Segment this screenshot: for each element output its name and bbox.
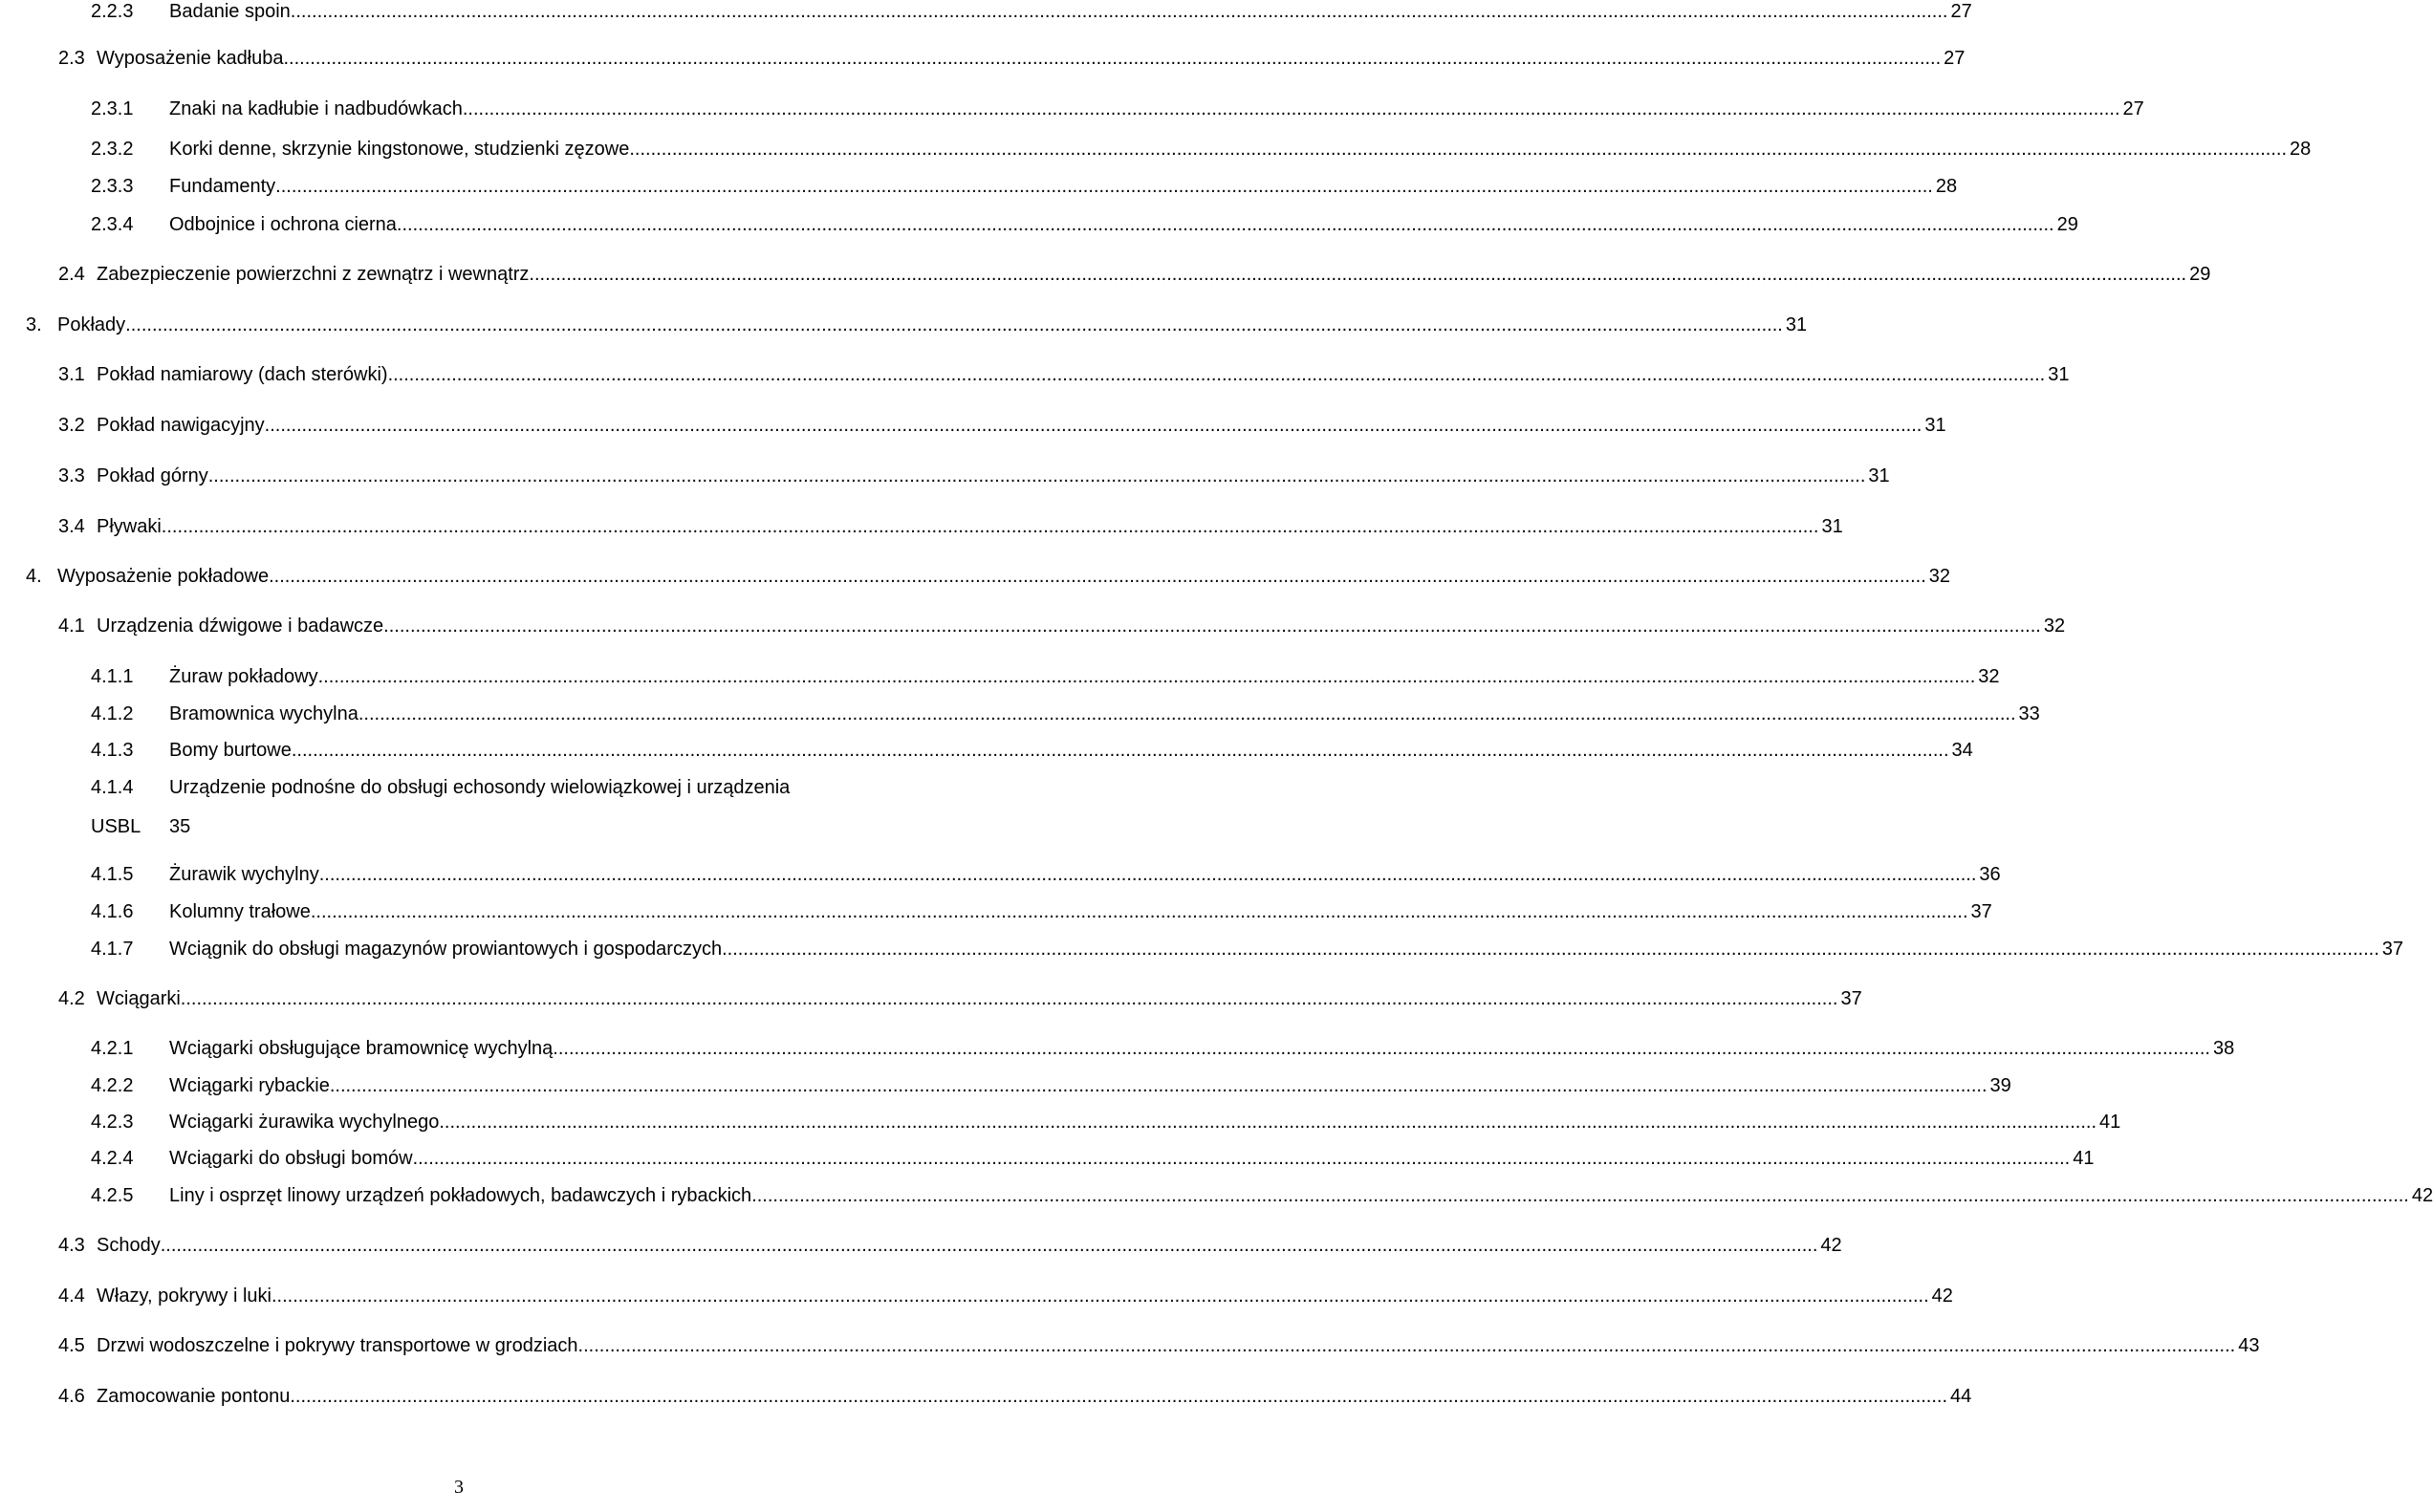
page-number: 3	[454, 1477, 464, 1498]
toc-entry-page: 44	[1950, 1386, 1972, 1407]
toc-entry-page: 27	[1944, 48, 1966, 69]
toc-entry-number: 4.4	[58, 1285, 85, 1307]
toc-entry-page: 32	[1978, 666, 2000, 687]
toc-entry-page: 28	[2290, 139, 2312, 160]
toc-entry-4-2-3[interactable]	[91, 1108, 2121, 1136]
toc-entry-4-1-4-continuation[interactable]	[91, 812, 911, 841]
toc-entry-number: 4.1.3	[91, 740, 134, 761]
toc-entry-number: 4.	[26, 566, 42, 587]
toc-leader-dots	[265, 411, 1923, 440]
toc-leader-dots	[272, 1282, 1929, 1310]
toc-entry-page: 29	[2189, 264, 2211, 285]
toc-leader-dots	[751, 1181, 2409, 1210]
toc-leader-dots	[358, 700, 2016, 728]
toc-entry-page: 38	[2212, 1038, 2235, 1059]
toc-entry-number: 4.2.4	[91, 1148, 134, 1169]
toc-entry-4-1-4[interactable]	[91, 773, 911, 802]
toc-entry-title: Wciągnik do obsługi magazynów prowiantowych i gospodarczych	[169, 939, 723, 960]
toc-entry-number: 4.5	[58, 1335, 85, 1356]
toc-entry-page: 37	[2381, 939, 2403, 960]
toc-entry-title: Zabezpieczenie powierzchni z zewnątrz i wewnątrz	[97, 264, 530, 285]
toc-entry-title: Żurawik wychylny	[169, 864, 319, 885]
toc-entry-title: Schody	[97, 1235, 161, 1256]
toc-entry-3-2[interactable]	[58, 411, 1946, 440]
toc-leader-dots	[413, 1144, 2071, 1173]
toc-entry-4-5[interactable]	[58, 1331, 2260, 1360]
toc-entry-number: 2.3.4	[91, 214, 134, 235]
toc-entry-page: 42	[1820, 1235, 1842, 1256]
toc-entry-4-2[interactable]	[58, 984, 1862, 1013]
toc-leader-dots	[290, 1382, 1947, 1411]
toc-entry-4-2-4[interactable]	[91, 1144, 2095, 1173]
toc-leader-dots	[553, 1034, 2210, 1063]
toc-entry-4[interactable]	[26, 562, 1950, 591]
toc-entry-4-1-2[interactable]	[91, 700, 2040, 728]
toc-entry-page: 29	[2056, 214, 2078, 235]
toc-leader-dots	[629, 135, 2287, 163]
toc-entry-number: 4.1.6	[91, 901, 134, 922]
toc-leader-dots	[269, 562, 1926, 591]
toc-entry-title: Drzwi wodoszczelne i pokrywy transportowe w grodziach	[97, 1335, 578, 1356]
toc-entry-continuation: USBL	[91, 816, 141, 837]
toc-entry-2-3-4[interactable]	[91, 210, 2078, 239]
toc-entry-number: 3.1	[58, 364, 85, 385]
toc-entry-number: 4.2.1	[91, 1038, 134, 1059]
toc-entry-2-2-3[interactable]	[91, 0, 1972, 26]
toc-entry-page: 37	[1840, 988, 1862, 1009]
toc-entry-title: Badanie spoin	[169, 1, 291, 22]
toc-entry-page: 31	[2048, 364, 2070, 385]
toc-entry-number: 2.3.3	[91, 176, 134, 197]
toc-entry-title: Bomy burtowe	[169, 740, 292, 761]
toc-entry-2-4[interactable]	[58, 260, 2211, 289]
toc-entry-2-3[interactable]	[58, 44, 1966, 73]
toc-entry-title: Wciągarki rybackie	[169, 1075, 330, 1096]
toc-leader-dots	[208, 462, 1866, 490]
toc-entry-number: 4.1.1	[91, 666, 134, 687]
toc-entry-3[interactable]	[26, 311, 1808, 339]
toc-entry-title: Zamocowanie pontonu	[97, 1386, 291, 1407]
toc-entry-page: 35	[169, 816, 191, 837]
toc-entry-title: Żuraw pokładowy	[169, 666, 318, 687]
toc-entry-number: 2.3	[58, 48, 85, 69]
toc-entry-page: 41	[2073, 1148, 2095, 1169]
toc-leader-dots	[722, 935, 2379, 963]
toc-entry-page: 39	[1989, 1075, 2011, 1096]
toc-entry-number: 4.1.4	[91, 777, 134, 798]
toc-entry-title: Wyposażenie pokładowe	[57, 566, 270, 587]
toc-entry-page: 31	[1868, 465, 1890, 486]
toc-entry-page: 31	[1785, 314, 1808, 335]
toc-entry-title: Włazy, pokrywy i luki	[97, 1285, 272, 1307]
toc-entry-page: 34	[1951, 740, 1973, 761]
toc-entry-title: Pokład nawigacyjny	[97, 415, 265, 436]
toc-leader-dots	[284, 44, 1942, 73]
toc-entry-title: Wciągarki żurawika wychylnego	[169, 1112, 440, 1133]
toc-entry-number: 4.1.7	[91, 939, 134, 960]
toc-entry-title: Wyposażenie kadłuba	[97, 48, 284, 69]
toc-entry-number: 4.6	[58, 1386, 85, 1407]
toc-entry-4-1[interactable]	[58, 612, 2066, 640]
toc-entry-number: 2.4	[58, 264, 85, 285]
toc-entry-page: 36	[1979, 864, 2001, 885]
toc-leader-dots	[318, 662, 1976, 691]
toc-entry-4-1-1[interactable]	[91, 662, 2000, 691]
toc-leader-dots	[397, 210, 2054, 239]
toc-entry-title: Odbojnice i ochrona cierna	[169, 214, 397, 235]
toc-entry-number: 4.1	[58, 616, 85, 637]
toc-entry-number: 3.	[26, 314, 42, 335]
toc-entry-3-3[interactable]	[58, 462, 1890, 490]
toc-entry-page: 33	[2018, 703, 2040, 724]
toc-leader-dots	[291, 0, 1948, 26]
toc-entry-number: 4.2.5	[91, 1185, 134, 1206]
toc-leader-dots	[181, 984, 1838, 1013]
toc-entry-number: 2.3.1	[91, 98, 134, 119]
toc-leader-dots	[275, 172, 1933, 201]
toc-entry-4-3[interactable]	[58, 1231, 1842, 1260]
toc-entry-title: Pokład górny	[97, 465, 208, 486]
toc-entry-2-3-1[interactable]	[91, 95, 2144, 123]
toc-entry-number: 2.2.3	[91, 1, 134, 22]
toc-leader-dots	[383, 612, 2041, 640]
toc-entry-page: 37	[1970, 901, 1992, 922]
toc-entry-4-1-7[interactable]	[91, 935, 2403, 963]
toc-entry-title: Liny i osprzęt linowy urządzeń pokładowych, badawczych i rybackich	[169, 1185, 752, 1206]
toc-entry-title: Fundamenty	[169, 176, 276, 197]
toc-entry-page: 27	[2122, 98, 2144, 119]
toc-leader-dots	[162, 512, 1819, 541]
toc-leader-dots	[330, 1071, 1988, 1100]
toc-entry-page: 43	[2238, 1335, 2260, 1356]
toc-entry-4-1-6[interactable]	[91, 897, 1992, 926]
toc-entry-page: 31	[1821, 516, 1843, 537]
toc-entry-number: 3.4	[58, 516, 85, 537]
toc-entry-number: 3.3	[58, 465, 85, 486]
toc-entry-number: 4.2	[58, 988, 85, 1009]
toc-entry-title: Bramownica wychylna	[169, 703, 358, 724]
toc-entry-4-2-2[interactable]	[91, 1071, 2011, 1100]
toc-entry-page: 31	[1924, 415, 1946, 436]
toc-entry-title: Kolumny trałowe	[169, 901, 311, 922]
toc-entry-title: Znaki na kadłubie i nadbudówkach	[169, 98, 463, 119]
toc-entry-4-1-5[interactable]	[91, 860, 2001, 889]
toc-leader-dots	[388, 360, 2046, 389]
toc-entry-page: 41	[2099, 1112, 2121, 1133]
toc-entry-title: Wciągarki obsługujące bramownicę wychylną	[169, 1038, 554, 1059]
toc-entry-title: Urządzenia dźwigowe i badawcze	[97, 616, 384, 637]
toc-entry-number: 4.1.2	[91, 703, 134, 724]
toc-entry-page: 42	[2411, 1185, 2433, 1206]
toc-leader-dots	[578, 1331, 2236, 1360]
toc-entry-4-4[interactable]	[58, 1282, 1953, 1310]
toc-entry-title: Pływaki	[97, 516, 162, 537]
toc-entry-number: 4.2.2	[91, 1075, 134, 1096]
toc-leader-dots	[439, 1108, 2096, 1136]
toc-entry-page: 42	[1931, 1285, 1953, 1307]
toc-leader-dots	[125, 311, 1783, 339]
toc-entry-4-2-1[interactable]	[91, 1034, 2235, 1063]
toc-entry-2-3-3[interactable]	[91, 172, 1958, 201]
toc-entry-3-4[interactable]	[58, 512, 1843, 541]
toc-entry-title: Pokład namiarowy (dach sterówki)	[97, 364, 388, 385]
toc-entry-2-3-2[interactable]	[91, 135, 2312, 163]
toc-leader-dots	[463, 95, 2120, 123]
toc-entry-number: 4.2.3	[91, 1112, 134, 1133]
toc-entry-number: 4.1.5	[91, 864, 134, 885]
toc-leader-dots	[161, 1231, 1818, 1260]
toc-entry-4-1-3[interactable]	[91, 736, 1973, 765]
toc-entry-title: Urządzenie podnośne do obsługi echosondy wielowiązkowej i urządzenia	[169, 777, 791, 798]
toc-entry-4-6[interactable]	[58, 1382, 1972, 1411]
toc-entry-title: Wciągarki do obsługi bomów	[169, 1148, 413, 1169]
toc-entry-title: Wciągarki	[97, 988, 181, 1009]
toc-entry-page: 32	[2043, 616, 2066, 637]
toc-leader-dots	[311, 897, 1968, 926]
toc-entry-number: 3.2	[58, 415, 85, 436]
toc-entry-page: 28	[1935, 176, 1958, 197]
toc-entry-page: 27	[1950, 1, 1972, 22]
toc-entry-4-2-5[interactable]	[91, 1181, 2433, 1210]
toc-entry-title: Pokłady	[57, 314, 126, 335]
toc-leader-dots	[529, 260, 2186, 289]
toc-entry-number: 2.3.2	[91, 139, 134, 160]
toc-entry-number: 4.3	[58, 1235, 85, 1256]
toc-leader-dots	[319, 860, 1977, 889]
toc-leader-dots	[292, 736, 1949, 765]
toc-entry-3-1[interactable]	[58, 360, 2070, 389]
toc-entry-page: 32	[1928, 566, 1950, 587]
toc-entry-title: Korki denne, skrzynie kingstonowe, studzienki zęzowe	[169, 139, 630, 160]
